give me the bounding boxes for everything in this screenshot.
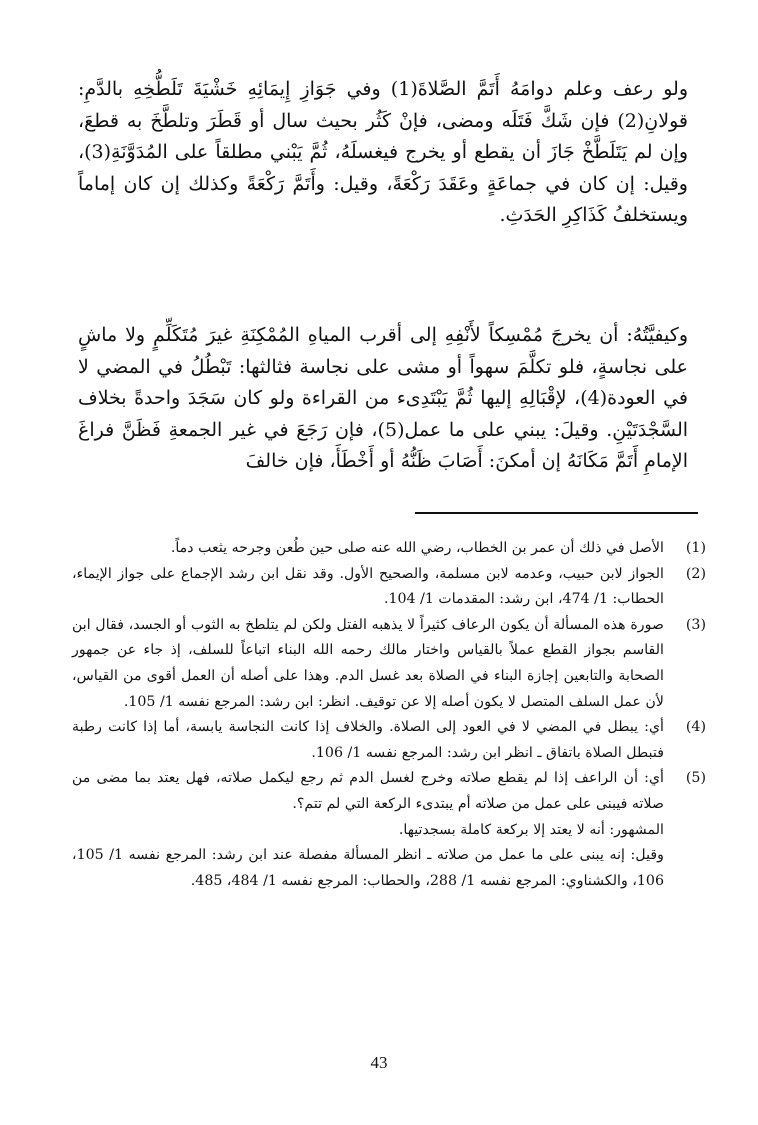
footnote-2	[72, 562, 706, 613]
footnote-line: صورة هذه المسألة أن يكون الرعاف كثيراً لا يذهبه الفتل ولكن لم يتلطخ به الثوب أو الجسد، فقال ابن القاسم بجواز القطع عملاً بالقياس واختار مالك رحمه الله البناء اتباعاً للسلف، إذ جاء عن جمهور الصحابة والتابعين إجازة البناء في الصلاة بعد غسل الدم. وهذا على أصله أن العمل أقوى من القياس، لأن عمل السلف المتصل لا يكون أصله إلا عن توقيف. انظر: ابن رشد: المرجع نفسه 1/ 105.	[72, 616, 664, 710]
footnote-line: المشهور: أنه لا يعتد إلا بركعة كاملة بسجدتيها.	[398, 821, 664, 838]
footnote-separator	[415, 512, 698, 514]
footnote-number: (1)	[685, 540, 706, 556]
footnote-number: (2)	[685, 565, 706, 582]
footnote-text	[72, 766, 664, 894]
footnote-1	[72, 536, 706, 562]
footnote-line: أي: يبطل في المضي لا في العود إلى الصلاة. والخلاف إذا كانت النجاسة يابسة، أما إذا كانت رطبة فتبطل الصلاة باتفاق ـ انظر ابن رشد: المرجع نفسه 1/ 106.	[72, 719, 664, 761]
footnote-line: الأصل في ذلك أن عمر بن الخطاب، رضي الله عنه صلى حين طُعن وجرحه يثعب دماً.	[170, 540, 664, 556]
footnote-text	[72, 613, 664, 715]
body-paragraph-1: ولو رعف وعلم دوامَهُ أَتَمَّ الصَّلاةَ(1) وفي جَوَازِ إِيمَائِهِ خَشْيَةَ تَلَطُّخِهِ بالدَّمِ: قولانِ(2) فإن شَكَّ فَتَلَه ومضى، فإنْ كَثُر بحيث سال أو قَطَرَ وتلطَّخَ به قطعَ، وإن لم يَتَلَطَّخْ جَازَ أن يقطع أو يخرج فيغسلَهُ، ثُمَّ يَبْني مطلقاً على المُدَوَّنَةِ(3)، وقيل: إن كان في جماعَةٍ وعَقَدَ رَكْعَةً، وقيل: وأَتَمَّ رَكْعَةً وكذلك إن كان إماماً ويستخلفُ كَذَاكِرِ الحَدَثِ.	[78, 78, 688, 226]
footnote-line: أي: أن الراعف إذا لم يقطع صلاته وخرج لغسل الدم ثم رجع ليكمل صلاته، فهل يعتد بما مضى من صلاته فيبنى على عمل من صلاته أم يبتدىء الركعة التي لم تتم؟.	[72, 770, 664, 812]
footnote-number: (5)	[685, 770, 706, 787]
footnotes	[72, 536, 706, 894]
footnote-number: (3)	[685, 616, 706, 633]
footnote-text	[72, 562, 664, 613]
footnote-line: وقيل: إنه يبنى على ما عمل من صلاته ـ انظر المسألة مفصلة عند ابن رشد: المرجع نفسه 1/ 105، 106، والكشناوي: المرجع نفسه 1/ 288، والحطاب: المرجع نفسه 1/ 484، 485.	[72, 847, 664, 889]
body-paragraph-2: وكيفيَّتُهُ: أن يخرجَ مُمْسِكاً لأَنْفِهِ إلى أقرب المياهِ المُمْكِنَةِ غيرَ مُتَكَلِّمٍ ولا ماشٍ على نجاسةٍ، فلو تكلَّمَ سهواً أو مشى على نجاسة فثالثها: تَبْطُلُ في المضي لا في العودة(4)، لإقْبَالِهِ إليها ثُمَّ يَبْتَدِىء من القراءة ولو كان سَجَدَ واحدةً بخلاف السَّجْدَتَيْنِ. وقيلَ: يبني على ما عمل(5)، فإن رَجَعَ في غير الجمعةِ فَظَنَّ فراغَ الإمامِ أَتَمَّ مَكَانَهُ إن أمكنَ: أَصَابَ ظَنُّهُ أو أَخْطَأَ، فإن خالفَ	[78, 324, 689, 472]
footnote-5	[72, 766, 706, 894]
footnote-text	[72, 536, 664, 562]
footnote-4	[72, 715, 706, 766]
footnote-text	[72, 715, 664, 766]
page-number: 43	[370, 1053, 388, 1072]
footnote-3	[72, 613, 706, 715]
footnote-line: الجواز لابن حبيب، وعدمه لابن مسلمة، والصحيح الأول. وقد نقل ابن رشد الإجماع على جواز الإيماء، الحطاب: 1/ 474، ابن رشد: المقدمات 1/ 104.	[72, 565, 664, 608]
footnote-number: (4)	[685, 719, 706, 736]
